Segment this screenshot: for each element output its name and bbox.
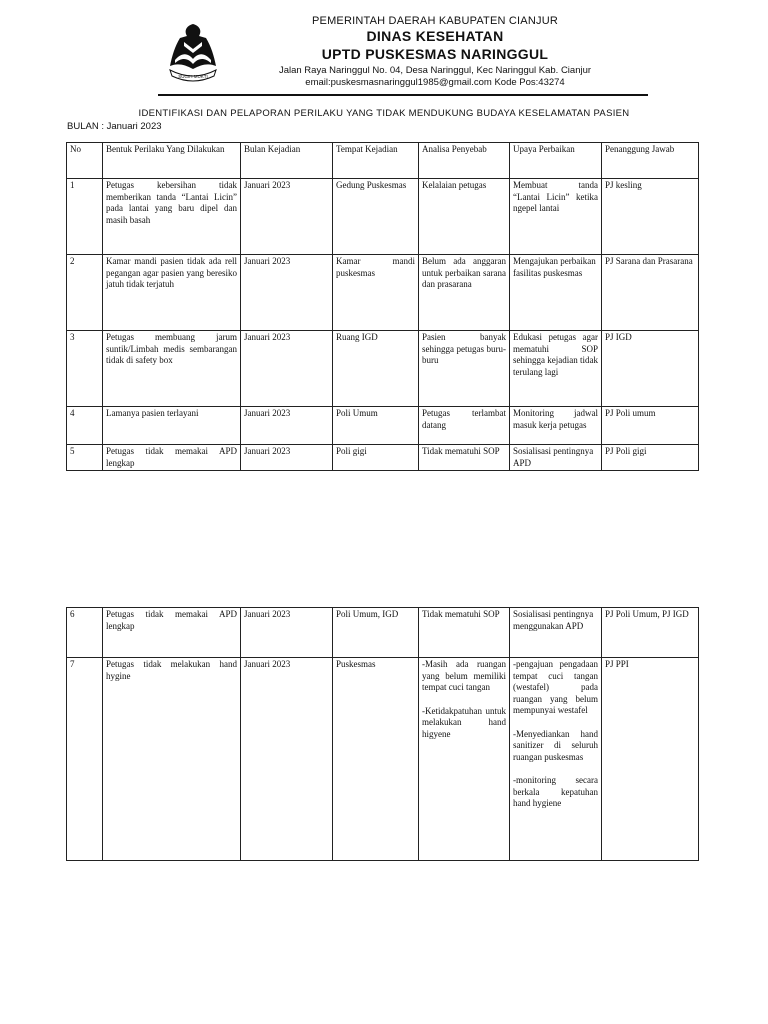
cell-no: 2 — [67, 255, 103, 331]
header-divider — [158, 94, 648, 96]
cell-pj: PJ Poli gigi — [602, 445, 699, 471]
contact: email:puskesmasnaringgul1985@gmail.com Kode Pos:43274 — [305, 77, 565, 88]
cell-no: 7 — [67, 658, 103, 861]
incident-table-page-2 — [66, 607, 699, 861]
cell-upaya: Sosialisasi pentingnya APD — [510, 445, 602, 471]
cell-tempat: Gedung Puskesmas — [333, 179, 419, 255]
government-name: PEMERINTAH DAERAH KABUPATEN CIANJUR — [312, 15, 558, 27]
document-title: IDENTIFIKASI DAN PELAPORAN PERILAKU YANG TIDAK MENDUKUNG BUDAYA KESELAMATAN PASIEN — [138, 108, 630, 119]
cell-tempat: Poli Umum, IGD — [333, 608, 419, 658]
cell-upaya: Membuat tanda “Lantai Licin” ketika ngepel lantai — [510, 179, 602, 255]
cell-perilaku: Petugas kebersihan tidak memberikan tanda “Lantai Licin” pada lantai yang baru dipel dan masih basah — [103, 179, 241, 255]
cell-pj: PJ Sarana dan Prasarana — [602, 255, 699, 331]
table-row — [67, 255, 699, 331]
table-row — [67, 331, 699, 407]
cell-perilaku: Lamanya pasien terlayani — [103, 407, 241, 445]
cell-perilaku: Petugas tidak memakai APD lengkap — [103, 608, 241, 658]
cell-pj: PJ PPI — [602, 658, 699, 861]
cell-analisa: Tidak mematuhi SOP — [419, 608, 510, 658]
cell-perilaku: Petugas membuang jarum suntik/Limbah medis sembarangan tidak di safety box — [103, 331, 241, 407]
institution-name: UPTD PUSKESMAS NARINGGUL — [321, 46, 549, 62]
upaya-point: -pengajuan pengadaan tempat cuci tangan (westafel) pada ruangan yang belum mempunyai westafel — [513, 659, 598, 715]
upaya-point: -Menyediankan hand sanitizer di seluruh ruangan puskesmas — [513, 728, 598, 762]
col-header: Penanggung Jawab — [602, 143, 699, 179]
report-period: BULAN : Januari 2023 — [67, 121, 162, 132]
cell-pj: PJ kesling — [602, 179, 699, 255]
cell-bulan: Januari 2023 — [241, 407, 333, 445]
col-header: No — [67, 143, 103, 179]
table-header-row — [67, 143, 699, 179]
cell-analisa: Belum ada anggaran untuk perbaikan sarana dan prasarana — [419, 255, 510, 331]
cell-perilaku: Petugas tidak memakai APD lengkap — [103, 445, 241, 471]
cell-pj: PJ IGD — [602, 331, 699, 407]
cell-upaya: Monitoring jadwal masuk kerja petugas — [510, 407, 602, 445]
cell-analisa: Tidak mematuhi SOP — [419, 445, 510, 471]
cell-tempat: Kamar mandi puskesmas — [333, 255, 419, 331]
cell-bulan: Januari 2023 — [241, 445, 333, 471]
cell-bulan: Januari 2023 — [241, 331, 333, 407]
cell-pj: PJ Poli Umum, PJ IGD — [602, 608, 699, 658]
col-header: Tempat Kejadian — [333, 143, 419, 179]
cell-bulan: Januari 2023 — [241, 658, 333, 861]
cell-tempat: Ruang IGD — [333, 331, 419, 407]
cell-tempat: Poli Umum — [333, 407, 419, 445]
address: Jalan Raya Naringgul No. 04, Desa Naringgul, Kec Naringgul Kab. Cianjur — [278, 65, 592, 76]
cell-perilaku: Kamar mandi pasien tidak ada rell pegangan agar pasien yang beresiko jatuh tidak terjatuh — [103, 255, 241, 331]
table-row — [67, 608, 699, 658]
cell-analisa — [419, 658, 510, 861]
cell-perilaku: Petugas tidak melakukan hand hygine — [103, 658, 241, 861]
cell-tempat: Poli gigi — [333, 445, 419, 471]
cell-upaya: Sosialisasi pentingnya menggunakan APD — [510, 608, 602, 658]
cell-bulan: Januari 2023 — [241, 608, 333, 658]
col-header: Bulan Kejadian — [241, 143, 333, 179]
cell-tempat: Puskesmas — [333, 658, 419, 861]
table-row — [67, 179, 699, 255]
cell-no: 1 — [67, 179, 103, 255]
cell-analisa: Pasien banyak sehingga petugas buru-buru — [419, 331, 510, 407]
cell-analisa: Petugas terlambat datang — [419, 407, 510, 445]
table-row — [67, 658, 699, 861]
cell-upaya: Edukasi petugas agar mematuhi SOP sehingga kejadian tidak terulang lagi — [510, 331, 602, 407]
cell-bulan: Januari 2023 — [241, 179, 333, 255]
col-header: Bentuk Perilaku Yang Dilakukan — [103, 143, 241, 179]
letterhead — [0, 0, 768, 100]
emblem-icon — [162, 22, 224, 84]
table-row — [67, 407, 699, 445]
cell-no: 3 — [67, 331, 103, 407]
cell-no: 5 — [67, 445, 103, 471]
cell-analisa: Kelalaian petugas — [419, 179, 510, 255]
col-header: Analisa Penyebab — [419, 143, 510, 179]
incident-table-page-1 — [66, 142, 699, 471]
logo-motto: SUGIH MUKTI — [178, 74, 208, 79]
upaya-point: -monitoring secara berkala kepatuhan hand hygiene — [513, 775, 598, 808]
col-header: Upaya Perbaikan — [510, 143, 602, 179]
cell-bulan: Januari 2023 — [241, 255, 333, 331]
table-row — [67, 445, 699, 471]
analisa-point: -Masih ada ruangan yang belum memiliki tempat cuci tangan — [422, 659, 506, 692]
cell-upaya: Mengajukan perbaikan fasilitas puskesmas — [510, 255, 602, 331]
cell-upaya — [510, 658, 602, 861]
cell-no: 4 — [67, 407, 103, 445]
cell-no: 6 — [67, 608, 103, 658]
agency-name: DINAS KESEHATAN — [366, 28, 504, 44]
analisa-point: -Ketidakpatuhan untuk melakukan hand higyene — [422, 705, 506, 739]
cell-pj: PJ Poli umum — [602, 407, 699, 445]
